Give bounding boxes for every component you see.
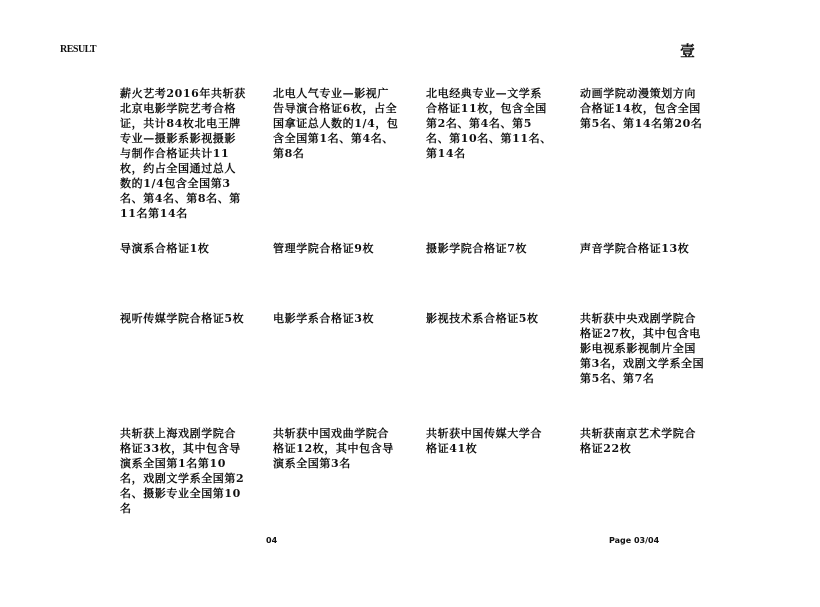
stat-cell-nanjing-arts-institute: 共斩获南京艺术学院合格证22枚	[580, 427, 696, 455]
stat-cell-film-technology: 影视技术系合格证5枚	[426, 312, 539, 325]
stat-cell-central-drama-academy: 共斩获中央戏剧学院合格证27枚，其中包含电影电视系影视制片全国第3名，戏剧文学系全国第5名、第7名	[580, 312, 705, 385]
header-result-label: RESULT	[60, 44, 97, 55]
footer-page-number: 04	[266, 536, 278, 545]
header-chapter-mark: 壹	[680, 42, 696, 60]
stat-cell-audiovisual-media: 视听传媒学院合格证5枚	[120, 312, 245, 325]
stat-cell-literature-dept: 北电经典专业—文学系合格证11枚，包含全国第2名、第4名、第5名、第10名、第11名、第14名	[426, 87, 552, 160]
stat-cell-animation-school: 动画学院动漫策划方向合格证14枚，包含全国第5名、第14名第20名	[580, 87, 703, 130]
stat-cell-advertising-directing: 北电人气专业—影视广告导演合格证6枚，占全国拿证总人数的1/4，包含全国第1名、第4名、第8名	[273, 87, 399, 160]
stat-cell-management-school: 管理学院合格证9枚	[273, 242, 375, 255]
stat-cell-film-studies: 电影学系合格证3枚	[273, 312, 375, 325]
stat-cell-traditional-opera-academy: 共斩获中国戏曲学院合格证12枚，其中包含导演系全国第3名	[273, 427, 394, 470]
stat-cell-photography-school: 摄影学院合格证7枚	[426, 242, 528, 255]
stat-cell-directing-dept: 导演系合格证1枚	[120, 242, 210, 255]
stat-cell-communication-university: 共斩获中国传媒大学合格证41枚	[426, 427, 542, 455]
stat-cell-beijing-film-academy: 薪火艺考2016年共斩获北京电影学院艺考合格证，共计84枚北电王牌专业—摄影系影视摄影与制作合格证共计11枚，约占全国通过总人数的1/4包含全国第3名、第4名、第8名、第11名第14名	[120, 87, 246, 220]
stat-cell-sound-school: 声音学院合格证13枚	[580, 242, 690, 255]
stat-cell-shanghai-theatre-academy: 共斩获上海戏剧学院合格证33枚，其中包含导演系全国第1名第10名，戏剧文学系全国第2名、摄影专业全国第10名	[120, 427, 245, 515]
footer-page-indicator: Page 03/04	[609, 536, 660, 545]
